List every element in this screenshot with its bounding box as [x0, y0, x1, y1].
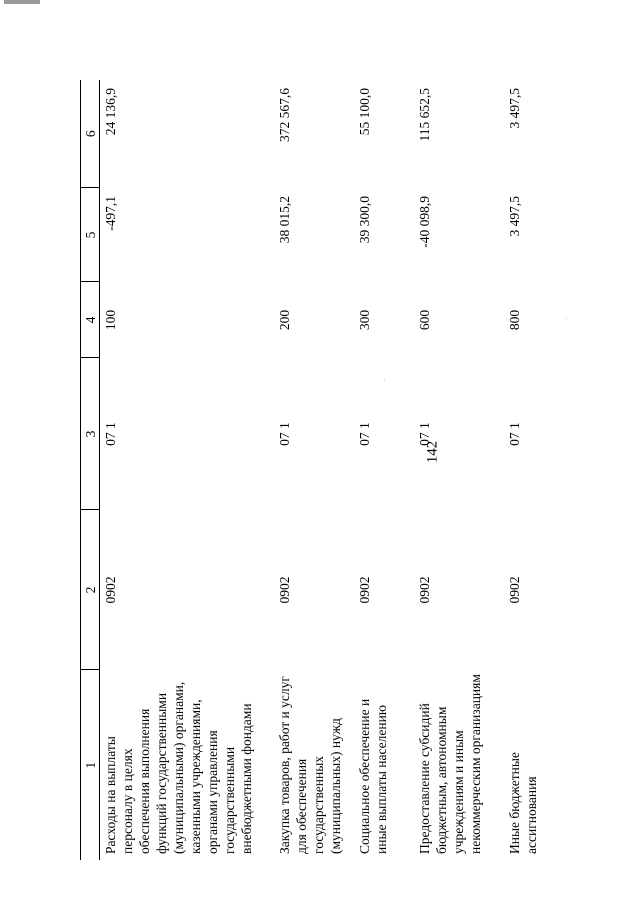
- change-amount: -40 098,9: [416, 196, 432, 248]
- col-header-3: 3: [81, 358, 100, 510]
- col-header-6: 6: [81, 80, 100, 188]
- scan-edge-mark: [4, 0, 40, 4]
- rotated-page: [80, 80, 539, 860]
- col-header-4: 4: [81, 282, 100, 358]
- col-header-1: 1: [81, 670, 100, 860]
- table-row: [414, 80, 504, 860]
- col-header-5: 5: [81, 188, 100, 282]
- section-code: 0902: [356, 576, 372, 604]
- change-amount: 38 015,2: [276, 196, 292, 244]
- section-code: 0902: [416, 576, 432, 604]
- change-amount: 39 300,0: [356, 196, 372, 244]
- expense-name: Закупка товаров, работ и услуг для обеспечения государственных (муниципальных) нужд: [276, 676, 343, 854]
- section-code: 0902: [506, 576, 522, 604]
- program-code: 07 1: [416, 422, 432, 446]
- scan-speck: [566, 318, 567, 319]
- program-code: 07 1: [356, 422, 372, 446]
- expense-name: Расходы на выплаты персоналу в целях обеспечения выполнения функций государственными (муниципальными) органами, казенными учреждениями, органами управления государственными внебюджетными фондами: [103, 681, 254, 854]
- change-amount: 3 497,5: [506, 196, 522, 237]
- page-number: 142: [424, 440, 441, 464]
- total-amount: 3 497,5: [506, 88, 522, 129]
- expense-type-code: 800: [506, 309, 522, 331]
- program-code: 07 1: [103, 422, 118, 446]
- budget-table: [80, 80, 540, 860]
- expense-type-code: 100: [103, 309, 118, 331]
- table-row: [504, 80, 540, 860]
- program-code: 07 1: [506, 422, 522, 446]
- expense-name: Предоставление субсидий бюджетным, автономным учреждениям и иным некоммерческим организациям: [416, 674, 483, 854]
- total-amount: 24 136,9: [103, 88, 118, 136]
- expense-type-code: 600: [416, 309, 432, 331]
- table-row: [354, 80, 414, 860]
- section-code: 0902: [103, 576, 118, 604]
- table-row: [100, 80, 274, 860]
- table-row: [274, 80, 354, 860]
- total-amount: 372 567,6: [276, 88, 292, 142]
- expense-type-code: 200: [276, 309, 292, 331]
- expense-type-code: 300: [356, 309, 372, 331]
- expense-name: Социальное обеспечение и иные выплаты населению: [356, 698, 389, 854]
- program-code: 07 1: [276, 422, 292, 446]
- header-row: [81, 80, 100, 860]
- total-amount: 55 100,0: [356, 88, 372, 136]
- section-code: 0902: [276, 576, 292, 604]
- expense-name: Иные бюджетные ассигнования: [506, 752, 539, 854]
- col-header-2: 2: [81, 510, 100, 670]
- total-amount: 115 652,5: [416, 88, 432, 142]
- change-amount: -497,1: [103, 196, 118, 231]
